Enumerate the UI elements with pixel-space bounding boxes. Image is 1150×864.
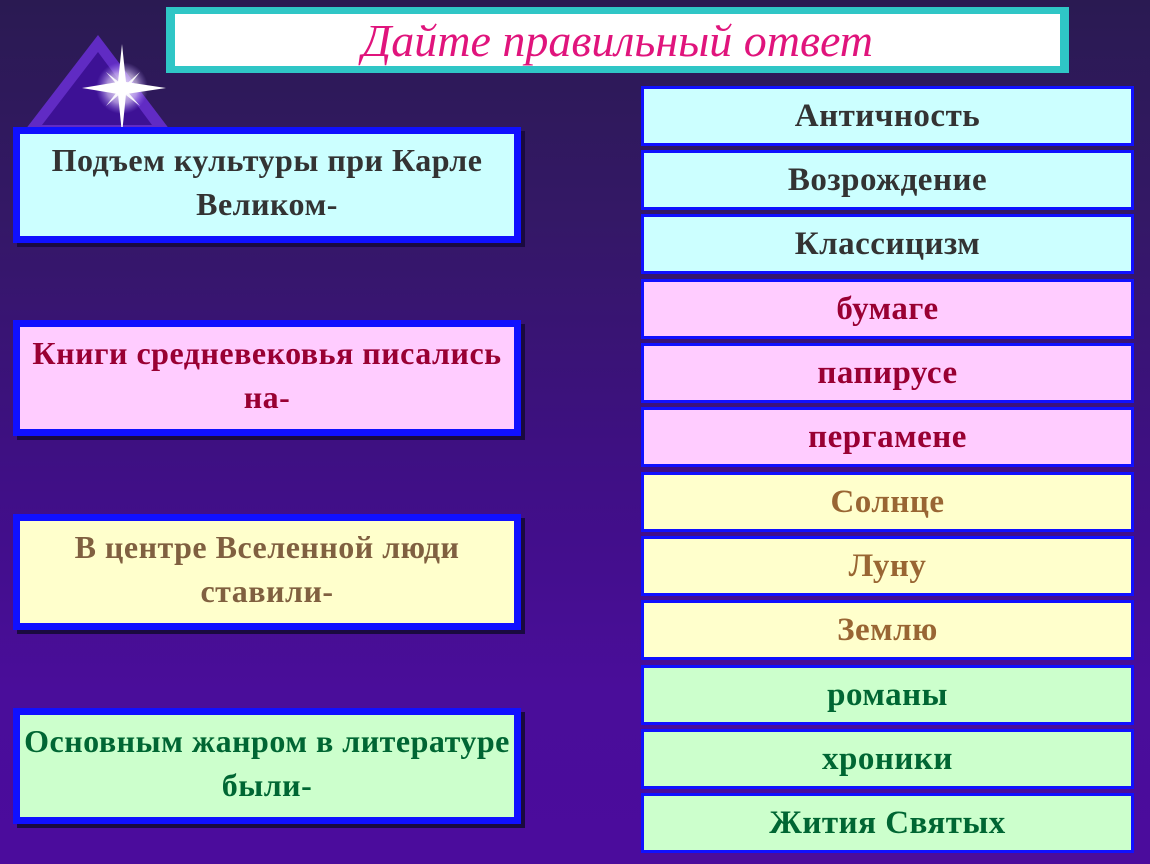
answer-option-5[interactable] (641, 343, 1134, 403)
answer-text: бумаге (836, 290, 939, 327)
question-text: Книги средневековья писались на- (32, 335, 502, 415)
star-triangle-decoration (20, 30, 180, 140)
question-card-4[interactable] (13, 708, 521, 824)
answer-text: Солнце (830, 483, 945, 520)
answer-text: Возрождение (787, 161, 988, 198)
question-text: Подъем культуры при Карле Великом- (51, 142, 483, 222)
answer-text: Луну (848, 547, 927, 584)
answer-option-9[interactable] (641, 600, 1134, 660)
answer-text: Античность (794, 97, 981, 134)
answer-option-1[interactable] (641, 86, 1134, 146)
question-text: Основным жанром в литературе были- (24, 723, 510, 803)
answer-text: романы (827, 676, 948, 713)
page-title: Дайте правильный ответ (361, 15, 874, 66)
title-banner (166, 7, 1069, 73)
question-card-3[interactable] (13, 514, 521, 630)
answer-option-6[interactable] (641, 407, 1134, 467)
answer-text: Жития Святых (769, 804, 1006, 841)
answer-option-10[interactable] (641, 665, 1134, 725)
answer-option-8[interactable] (641, 536, 1134, 596)
answer-option-4[interactable] (641, 279, 1134, 339)
answer-text: хроники (822, 740, 953, 777)
answer-text: Землю (837, 611, 938, 648)
answer-text: пергамене (808, 418, 967, 455)
question-card-1[interactable] (13, 127, 521, 243)
answer-text: папирусе (817, 354, 958, 391)
answer-text: Классицизм (794, 225, 981, 262)
question-card-2[interactable] (13, 320, 521, 436)
answer-option-11[interactable] (641, 729, 1134, 789)
question-text: В центре Вселенной люди ставили- (74, 529, 460, 609)
answer-option-2[interactable] (641, 150, 1134, 210)
title-inner (175, 14, 1060, 66)
answer-option-12[interactable] (641, 793, 1134, 853)
answer-option-3[interactable] (641, 214, 1134, 274)
answer-option-7[interactable] (641, 472, 1134, 532)
